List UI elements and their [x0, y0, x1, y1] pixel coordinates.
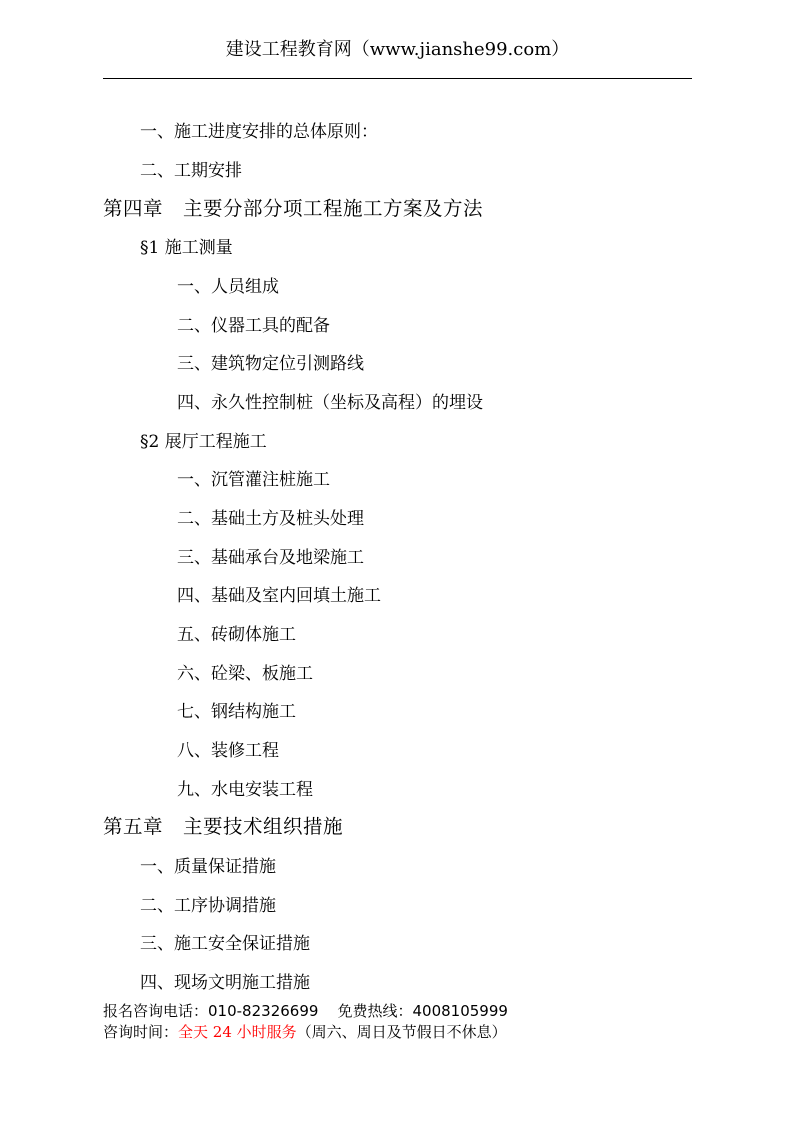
- toc-line: 一、沉管灌注桩施工: [177, 470, 330, 490]
- toc-line: 一、人员组成: [177, 277, 279, 297]
- footer-contact: [103, 1001, 508, 1021]
- hours-note: （周六、周日及节假日不休息）: [296, 1023, 507, 1041]
- toc-line: 二、仪器工具的配备: [177, 316, 330, 336]
- toc-line: 九、水电安装工程: [177, 780, 313, 800]
- header-divider: [103, 78, 692, 79]
- hotline-number: 4008105999: [412, 1002, 508, 1020]
- toc-line: 七、钢结构施工: [177, 702, 296, 722]
- toc-line: 六、砼梁、板施工: [177, 664, 313, 684]
- toc-line: 四、基础及室内回填土施工: [177, 586, 381, 606]
- toc-line: 二、基础土方及桩头处理: [177, 509, 364, 529]
- toc-line: 三、建筑物定位引测路线: [177, 354, 364, 374]
- toc-line: 二、工序协调措施: [140, 896, 276, 916]
- toc-line: 八、装修工程: [177, 741, 279, 761]
- section-heading: §2 展厅工程施工: [140, 432, 267, 452]
- toc-line: 三、施工安全保证措施: [140, 934, 310, 954]
- phone-label: 报名咨询电话：: [103, 1002, 209, 1020]
- chapter-heading: 第四章 主要分部分项工程施工方案及方法: [103, 197, 484, 220]
- toc-line: 四、现场文明施工措施: [140, 973, 310, 993]
- hotline-label: 免费热线：: [337, 1002, 413, 1020]
- phone-number: 010-82326699: [208, 1002, 319, 1020]
- hours-highlight: 全天 24 小时服务: [178, 1023, 297, 1041]
- page-header: 建设工程教育网（www.jianshe99.com）: [225, 39, 570, 60]
- hours-label: 咨询时间：: [103, 1023, 179, 1041]
- chapter-heading: 第五章 主要技术组织措施: [103, 815, 344, 838]
- section-heading: §1 施工测量: [140, 238, 233, 258]
- footer-hours: [103, 1022, 507, 1042]
- toc-line: 二、工期安排: [140, 161, 242, 181]
- toc-line: 一、施工进度安排的总体原则：: [140, 122, 378, 142]
- toc-line: 一、质量保证措施: [140, 857, 276, 877]
- toc-line: 四、永久性控制桩（坐标及高程）的埋设: [177, 393, 483, 413]
- toc-line: 三、基础承台及地梁施工: [177, 548, 364, 568]
- toc-line: 五、砖砌体施工: [177, 625, 296, 645]
